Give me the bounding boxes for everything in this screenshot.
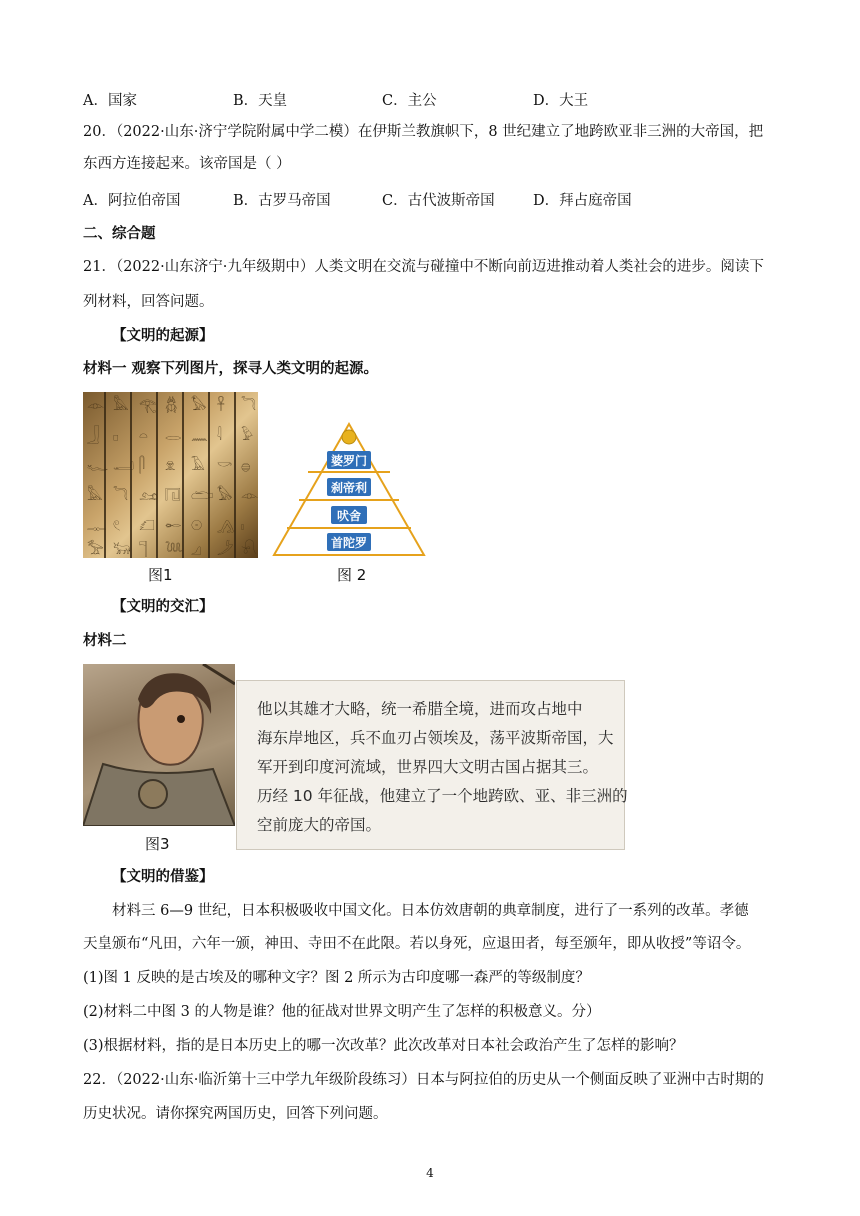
caste-shudra-label: 首陀罗 (330, 536, 368, 550)
svg-text:𓃭: 𓃭 (139, 488, 159, 504)
svg-text:𓆎: 𓆎 (139, 518, 155, 534)
svg-text:𓏲: 𓏲 (113, 518, 121, 534)
q21-stem-line2: 列材料，回答问题。 (83, 294, 214, 310)
svg-text:𓆙: 𓆙 (165, 542, 183, 558)
svg-text:𓃀: 𓃀 (87, 428, 100, 444)
q22-stem-line1: 22．（2022·山东·临沂第十三中学九年级阶段练习）日本与阿拉伯的历史从一个侧面反映了亚洲中古时期的 (83, 1072, 764, 1088)
svg-text:𓎡: 𓎡 (217, 458, 233, 474)
svg-text:𓅡: 𓅡 (87, 542, 104, 558)
figure1-caption: 图1 (148, 566, 173, 584)
figure2-caption: 图 2 (337, 566, 367, 584)
sub-question-3: (3)根据材料，指的是日本历史上的哪一次改革？此次改革对日本社会政治产生了怎样的影响？ (83, 1038, 684, 1054)
q22-stem-line2: 历史状况。请你探究两国历史，回答下列问题。 (83, 1106, 388, 1122)
q20-stem-line1: 20．（2022·山东·济宁学院附属中学二模）在伊斯兰教旗帜下，8 世纪建立了地跨欧亚非三洲的大帝国，把 (83, 124, 764, 140)
heading-civilization-exchange: 【文明的交汇】 (112, 598, 214, 615)
q19-options (83, 89, 783, 109)
svg-text:𓁹: 𓁹 (241, 488, 258, 504)
q21-stem-line1: 21．（2022·山东济宁·九年级期中）人类文明在交流与碰撞中不断向前迈进推动着人类社会的进步。阅读下 (83, 259, 764, 275)
svg-text:𓏏: 𓏏 (139, 428, 148, 444)
material2-label: 材料二 (83, 632, 127, 649)
svg-text:𓍯: 𓍯 (241, 542, 257, 558)
section2-title: 二、综合题 (83, 225, 156, 242)
heading-civilization-origin: 【文明的起源】 (112, 327, 214, 344)
q20-option-c: C．古代波斯帝国 (382, 193, 495, 209)
svg-text:𓂀: 𓂀 (139, 398, 157, 414)
excerpt-line: 军开到印度河流域，世界四大文明古国占据其三。 (257, 758, 599, 776)
svg-text:𓅃: 𓅃 (217, 488, 233, 504)
svg-text:𓁹: 𓁹 (87, 398, 105, 414)
q20-option-b: B．古罗马帝国 (233, 193, 331, 209)
material3-line1: 材料三 6—9 世纪，日本积极吸收中国文化。日本仿效唐朝的典章制度，进行了一系列的改革。孝德 (112, 903, 749, 919)
excerpt-line: 空前庞大的帝国。 (257, 816, 382, 834)
caste-kshatriya-label: 刹帝利 (330, 481, 368, 495)
q20-options (83, 189, 783, 209)
svg-text:𓂋: 𓂋 (165, 428, 182, 444)
q19-option-b: B．天皇 (233, 93, 288, 109)
svg-text:𓁷: 𓁷 (165, 458, 176, 474)
svg-text:𓄿: 𓄿 (191, 458, 205, 474)
textbook-excerpt-box (236, 680, 628, 850)
caste-brahmin-label: 婆罗门 (330, 454, 368, 468)
heading-civilization-reference: 【文明的借鉴】 (112, 868, 214, 885)
hieroglyph-image (83, 392, 258, 558)
material3-line2: 天皇颁布“凡田，六年一颁，神田、寺田不在此限。若以身死，应退田者，每至颁年，即从收授”等诏令。 (83, 936, 751, 952)
q19-option-d: D．大王 (533, 93, 589, 109)
svg-text:𓂝: 𓂝 (113, 458, 135, 474)
svg-text:𓄡: 𓄡 (165, 518, 182, 534)
excerpt-line: 他以其雄才大略，统一希腊全境，进而攻占地中 (257, 700, 583, 718)
q20-option-a: A．阿拉伯帝国 (83, 193, 181, 209)
svg-text:𓈎: 𓈎 (191, 542, 202, 558)
svg-text:𓆓: 𓆓 (241, 398, 256, 414)
svg-text:𓅱: 𓅱 (241, 428, 254, 444)
excerpt-line: 历经 10 年征战，他建立了一个地跨欧、亚、非三洲的 (257, 787, 628, 805)
svg-text:𓉔: 𓉔 (165, 488, 181, 504)
svg-text:𓊪: 𓊪 (113, 428, 119, 444)
page-number: 4 (426, 1166, 434, 1180)
q19-option-c: C．主公 (382, 93, 437, 109)
svg-text:𓋹: 𓋹 (217, 398, 225, 414)
svg-text:𓏤: 𓏤 (241, 518, 244, 534)
svg-text:𓊹: 𓊹 (139, 542, 148, 558)
svg-text:𓅃: 𓅃 (191, 398, 207, 414)
svg-text:𓆑: 𓆑 (87, 458, 109, 474)
svg-text:𓅓: 𓅓 (87, 488, 103, 504)
svg-text:𓐍: 𓐍 (241, 458, 251, 474)
figure3-caption: 图3 (145, 835, 170, 853)
q19-option-a: A．国家 (83, 93, 137, 109)
svg-text:𓂧: 𓂧 (191, 488, 214, 504)
svg-text:𓂻: 𓂻 (217, 518, 235, 534)
svg-text:𓆓: 𓆓 (113, 488, 128, 504)
svg-text:𓇋: 𓇋 (217, 428, 222, 444)
svg-text:𓆣: 𓆣 (165, 398, 178, 414)
svg-text:𓅓: 𓅓 (113, 398, 129, 414)
material1-text: 材料一 观察下列图片，探寻人类文明的起源。 (83, 360, 379, 377)
q20-stem-line2: 东西方连接起来。该帝国是（ ） (83, 156, 291, 172)
caste-vaishya-label: 吠舍 (336, 509, 362, 523)
caste-pyramid-diagram (271, 420, 427, 558)
svg-text:𓈖: 𓈖 (191, 428, 208, 444)
excerpt-line: 海东岸地区，兵不血刃占领埃及，荡平波斯帝国，大 (257, 729, 614, 747)
q20-option-d: D．拜占庭帝国 (533, 193, 632, 209)
svg-text:𓇳: 𓇳 (191, 518, 203, 534)
svg-text:𓌳: 𓌳 (217, 542, 234, 558)
svg-text:𓊃: 𓊃 (87, 518, 106, 534)
sub-question-2: (2)材料二中图 3 的人物是谁？他的征战对世界文明产生了怎样的积极意义。分） (83, 1004, 601, 1020)
sub-question-1: (1)图 1 反映的是古埃及的哪种文字？图 2 所示为古印度哪一森严的等级制度？ (83, 970, 590, 986)
svg-text:𓃒: 𓃒 (113, 542, 131, 558)
alexander-mosaic-image (83, 664, 235, 826)
svg-text:𓋴: 𓋴 (139, 458, 145, 474)
